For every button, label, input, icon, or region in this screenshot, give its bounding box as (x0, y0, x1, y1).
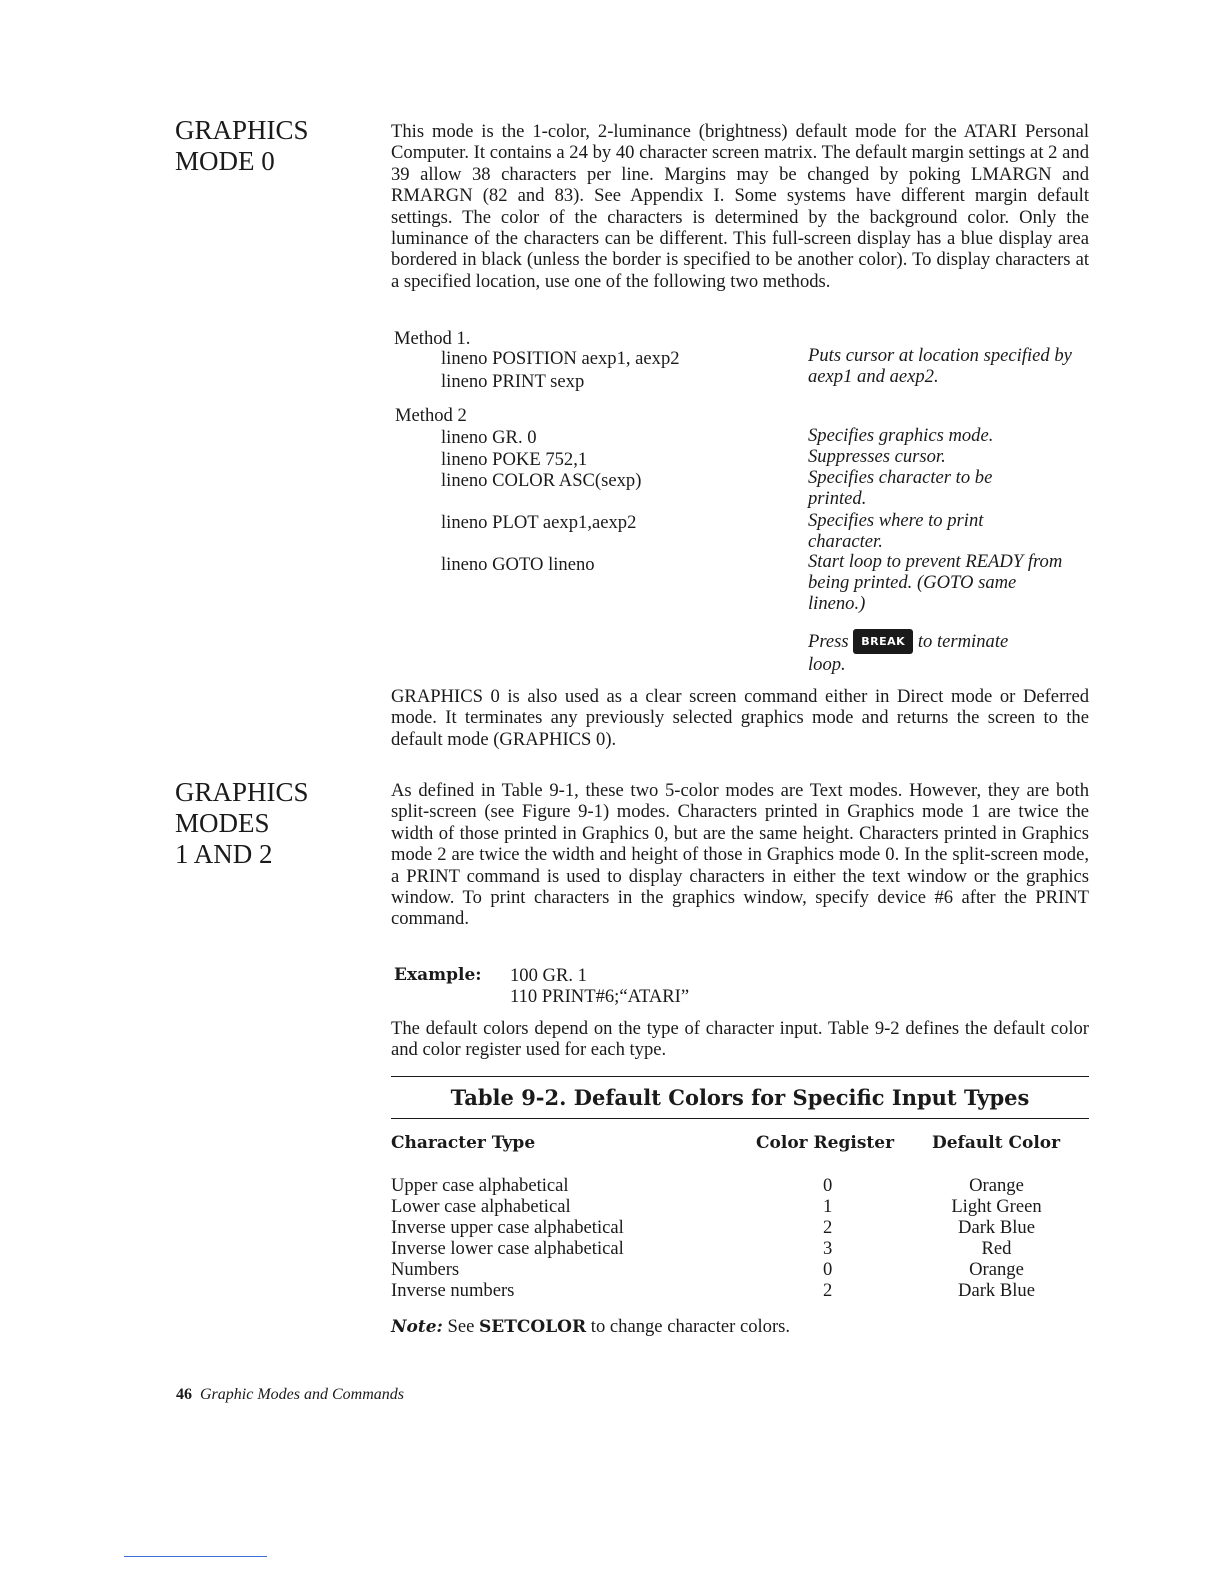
after-example-paragraph: The default colors depend on the type of character input. Table 9-2 defines the default color and color register used for each type. (391, 1018, 1089, 1061)
page-number: 46 (176, 1386, 192, 1403)
table-title-rule (391, 1118, 1089, 1119)
cell-color: Dark Blue (958, 1217, 1035, 1238)
heading-line: 1 AND 2 (175, 839, 273, 869)
table-row: Numbers 0 Orange (391, 1259, 1091, 1280)
table-title: Table 9-2. Default Colors for Specific Input Types (450, 1085, 1030, 1110)
method-2-command: lineno PLOT aexp1,aexp2 (441, 512, 637, 533)
method-2-command: lineno GR. 0 (441, 427, 537, 448)
heading-line: GRAPHICS (175, 777, 309, 807)
method-2-command: lineno COLOR ASC(sexp) (441, 470, 642, 491)
cell-type: Lower case alphabetical (391, 1196, 571, 1217)
example-label: Example: (394, 965, 482, 985)
cell-type: Inverse upper case alphabetical (391, 1217, 624, 1238)
link-underline (124, 1556, 267, 1557)
section-heading-mode-0 (175, 115, 365, 177)
modes-1-2-paragraph: As defined in Table 9-1, these two 5-color modes are Text modes. However, they are both split-screen (see Figure 9-1) modes. Characters printed in Graphics mode 1 are twice the width of those printed in Graphics 0, but are the same height. Characters printed in Graphics mode 2 are twice the width and height of those in Graphics mode 0. In the split-screen mode, a PRINT command is used to display characters in either the text window or the graphics window. To print characters in the graphics window, specify device #6 after the PRINT command. (391, 780, 1089, 930)
method-2-command: lineno GOTO lineno (441, 554, 595, 575)
method-1-command: lineno POSITION aexp1, aexp2 (441, 348, 680, 369)
running-title: Graphic Modes and Commands (200, 1386, 404, 1403)
page-footer (176, 1385, 404, 1405)
method-1-label: Method 1. (394, 328, 471, 349)
heading-line: GRAPHICS (175, 115, 309, 145)
method-2-command: lineno POKE 752,1 (441, 449, 588, 470)
cell-color: Dark Blue (958, 1280, 1035, 1301)
note-post: to change character colors. (590, 1316, 791, 1337)
table-row: Upper case alphabetical 0 Orange (391, 1175, 1091, 1196)
method-2-note: Specifies where to print character. (808, 510, 984, 552)
section-heading-modes-1-2 (175, 777, 365, 870)
break-note-before: Press (808, 631, 849, 652)
mode-0-paragraph: This mode is the 1-color, 2-luminance (brightness) default mode for the ATARI Personal Computer. It contains a 24 by 40 character screen matrix. The default margin settings at 2 and 39 allow 38 characters per line. Margins may be changed by poking LMARGN and RMARGN (82 and 83). See Appendix I. Some systems have different margin default settings. The color of the characters is determined by the background color. Only the luminance of the characters can be different. This full-screen display has a blue display area bordered in black (unless the border is specified to be another color). To display characters at a specified location, use one of the following two methods. (391, 121, 1089, 292)
cell-color: Orange (969, 1175, 1024, 1196)
table-header-type: Character Type (391, 1133, 536, 1153)
method-1-note: Puts cursor at location specified by aexp1 and aexp2. (808, 345, 1072, 387)
table-row: Inverse lower case alphabetical 3 Red (391, 1238, 1091, 1259)
table-header-register: Color Register (756, 1133, 895, 1153)
note-pre: See (447, 1316, 475, 1337)
mode-0-closing-paragraph: GRAPHICS 0 is also used as a clear screen command either in Direct mode or Deferred mode. It terminates any previously selected graphics mode and returns the screen to the default mode (GRAPHICS 0). (391, 686, 1089, 750)
cell-type: Upper case alphabetical (391, 1175, 569, 1196)
cell-color: Red (981, 1238, 1012, 1259)
cell-color: Light Green (951, 1196, 1042, 1217)
table-header-color: Default Color (932, 1133, 1061, 1153)
note-keyword: SETCOLOR (479, 1317, 587, 1337)
table-row: Inverse numbers 2 Dark Blue (391, 1280, 1091, 1301)
cell-type: Inverse lower case alphabetical (391, 1238, 624, 1259)
heading-line: MODES (175, 808, 270, 838)
table-top-rule (391, 1076, 1089, 1077)
cell-type: Numbers (391, 1259, 460, 1280)
example-code-line: 110 PRINT#6;“ATARI” (510, 986, 690, 1007)
table-row: Inverse upper case alphabetical 2 Dark Blue (391, 1217, 1091, 1238)
method-2-label: Method 2 (395, 405, 467, 426)
method-2-note: Start loop to prevent READY from being printed. (GOTO same lineno.) (808, 551, 1063, 614)
method-2-note: Suppresses cursor. (808, 446, 946, 467)
cell-type: Inverse numbers (391, 1280, 515, 1301)
cell-color: Orange (969, 1259, 1024, 1280)
break-key-icon: BREAK (853, 629, 913, 654)
note-label: Note: (391, 1317, 443, 1337)
example-code-line: 100 GR. 1 (510, 965, 587, 986)
table-note (391, 1316, 790, 1338)
method-2-note: Specifies graphics mode. (808, 425, 994, 446)
method-2-note: Specifies character to be printed. (808, 467, 993, 509)
method-1-command: lineno PRINT sexp (441, 371, 585, 392)
heading-line: MODE 0 (175, 146, 275, 176)
break-note-after: to terminate loop. (808, 631, 1009, 675)
table-row: Lower case alphabetical 1 Light Green (391, 1196, 1091, 1217)
break-note (808, 629, 1048, 675)
